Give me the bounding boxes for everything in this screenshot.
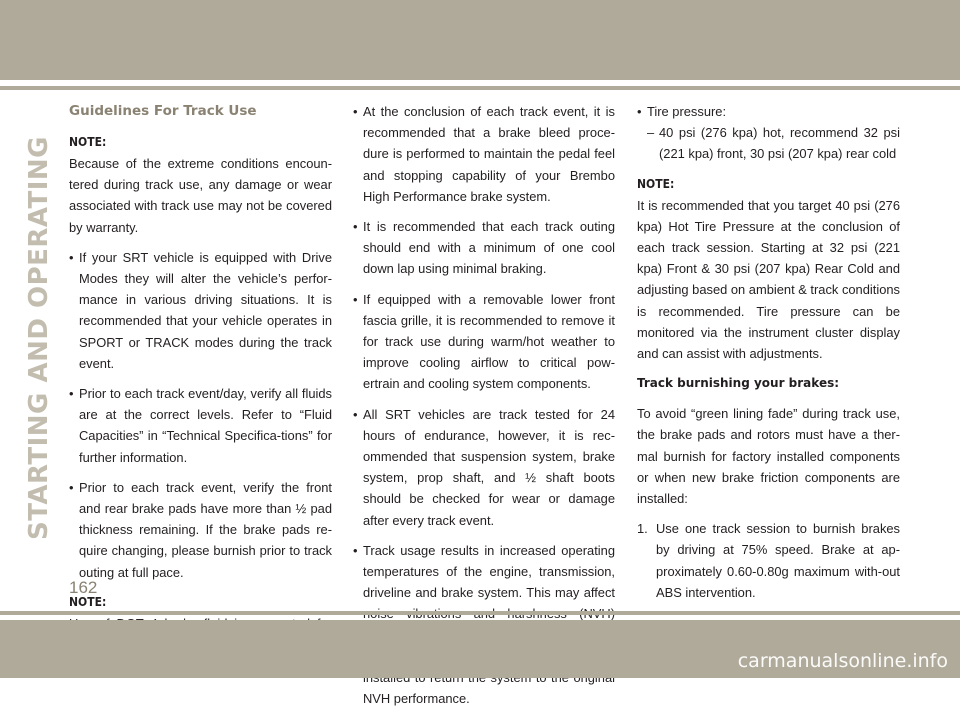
header-rule <box>0 86 960 90</box>
list-item: • If your SRT vehicle is equipped with Drive Modes they will alter the vehicle’s perfor-mance in various driving situations. It is recommended that your vehicle operates in SPORT or TRACK modes during the track event. <box>69 247 332 374</box>
intro-text: To avoid “green lining fade” during track use, the brake pads and rotors must have a ther-mal burnish for factory installed components or when new brake friction components are installed: <box>637 406 900 507</box>
column-1 <box>69 101 332 685</box>
section-heading: Guidelines For Track Use <box>69 103 257 119</box>
list-item: • All SRT vehicles are track tested for 24 hours of endurance, however, it is rec-ommended that suspension system, brake system, prop shaft, and ½ shaft boots should be checked for wear or damage after every track event. <box>353 404 615 531</box>
bullet-list <box>637 101 900 122</box>
list-item: • Prior to each track event, verify the front and rear brake pads have more than ½ pad thickness remaining. If the brake pads re-quire changing, please burnish prior to track outing at full pace. <box>69 477 332 583</box>
bullet-list <box>353 101 615 709</box>
header-band <box>0 0 960 80</box>
list-item: • Track usage results in increased operating temperatures of the engine, transmission, driveline and brake system. This may affect NVH performance. <box>353 540 615 710</box>
watermark: carmanualsonline.info <box>737 650 948 672</box>
list-item: • If equipped with a removable lower front fascia grille, it is recommended to remove it for track use during warm/hot weather to improve cooling airflow to critical pow-ertrain and cooling system components. <box>353 289 615 395</box>
column-3 <box>637 101 900 603</box>
list-item: • Tire pressure: <box>637 101 900 122</box>
dash-list <box>637 122 900 164</box>
step-list <box>637 518 900 603</box>
list-item: • It is recommended that each track outing should end with a minimum of one cool down lap using minimal braking. <box>353 216 615 280</box>
note-label: NOTE: <box>69 594 107 609</box>
subheading: Track burnishing your brakes: <box>637 376 840 391</box>
note-text: It is recommended that you target 40 psi (276 kpa) Hot Tire Pressure at the conclusion of each track session. Starting at 32 psi (221 kpa) Front & 30 psi (207 kpa) Rear Cold and adjusting based on ambient & track conditions is recommended. Tire pressure can be monitored via the instrument cluster display and can assist with adjustments. <box>637 197 900 362</box>
note-text: Because of the extreme conditions encoun-tered during track use, any damage or wear associated with track use may not be covered by warranty. <box>69 156 332 235</box>
section-tab-label: STARTING AND OPERATING <box>24 135 55 541</box>
footer-rule <box>0 611 960 615</box>
bullet-list <box>69 247 332 583</box>
note-label: NOTE: <box>69 135 107 149</box>
page-number: 162 <box>69 578 98 597</box>
list-item: – 40 psi (276 kpa) hot, recommend 32 psi (221 kpa) front, 30 psi (207 kpa) rear cold <box>637 122 900 164</box>
list-item: 1. Use one track session to burnish brakes by driving at 75% speed. Brake at ap-proximately 0.60-0.80g maximum with-out ABS intervention. <box>637 518 900 603</box>
list-item: • At the conclusion of each track event, it is recommended that a brake bleed proce-dure is performed to maintain the pedal feel and stopping capability of your Brembo High Performance brake system. <box>353 101 615 207</box>
list-item: • Prior to each track event/day, verify all fluids are at the correct levels. Refer to “Fluid Capacities” in “Technical Specifica-tions” for further information. <box>69 383 332 468</box>
note-label: NOTE: <box>637 176 675 191</box>
section-tab <box>24 100 54 576</box>
